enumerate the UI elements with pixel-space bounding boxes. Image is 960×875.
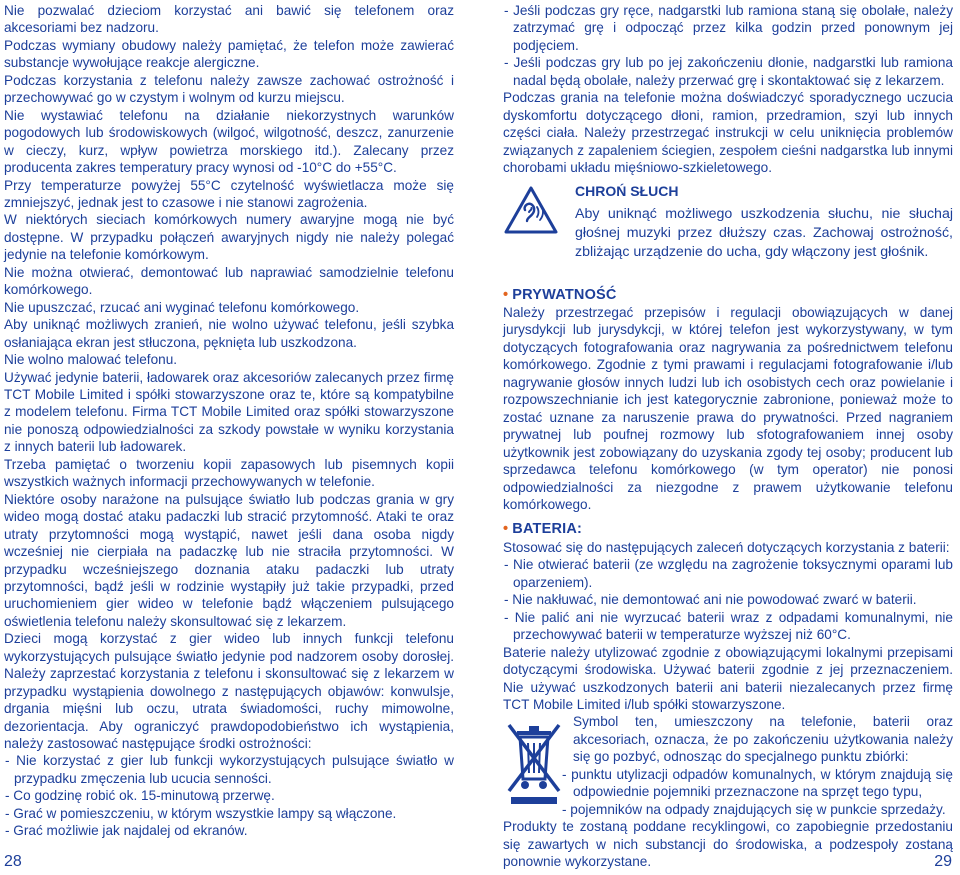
left-column xyxy=(4,2,454,852)
paragraph: Stosować się do następujących zaleceń dotyczących korzystania z baterii: xyxy=(503,539,950,555)
page-number-right: 29 xyxy=(934,853,952,870)
list-item: - Jeśli podczas gry lub po jej zakończeniu dłonie, nadgarstki lub ramiona nadal będą obolałe, należy przerwać grę i skontaktować się z lekarzem. xyxy=(504,55,953,88)
privacy-title: PRYWATNOŚĆ xyxy=(512,286,617,303)
paragraph: Podczas wymiany obudowy należy pamiętać, że telefon może zawierać substancje wywołujące reakcje alergiczne. xyxy=(4,37,454,71)
list-item: - Grać w pomieszczeniu, w którym wszystkie lampy są włączone. xyxy=(5,805,397,821)
disposal-section xyxy=(503,713,953,818)
list-item: - Jeśli podczas gry ręce, nadgarstki lub ramiona staną się obolałe, należy zatrzymać grę i odpocząć przez kilka godzin przed ponownym jej podjęciem. xyxy=(504,3,953,53)
page-number-left: 28 xyxy=(4,853,22,870)
list-item: - Nie palić ani nie wyrzucać baterii wraz z odpadami komunalnymi, nie przechowywać baterii w temperaturze wyższej niż 60°C. xyxy=(504,609,953,643)
paragraph: Nie wystawiać telefonu na działanie niekorzystnych warunków pogodowych lub środowiskowych (wilgoć, wilgotność, deszcz, zanurzenie w cieczy, kurz, wpływ powietrza morskiego itd.). Zalecany przez producenta zakres temperatury pracy wynosi od -10°C do +55°C. xyxy=(4,107,454,176)
paragraph: Trzeba pamiętać o tworzeniu kopii zapasowych lub pisemnych kopii wszystkich ważnych informacji przechowywanych w telefonie. xyxy=(4,456,454,490)
paragraph: Baterie należy utylizować zgodnie z obowiązującymi lokalnymi przepisami dotyczącymi środowiska. Używać baterii zgodnie z jej przeznaczeniem. Nie używać uszkodzonych baterii ani baterii niezalecanych przez firmę TCT Mobile Limited i/lub spółki stowarzyszone. xyxy=(503,644,953,712)
list-item: - Nie korzystać z gier lub funkcji wykorzystujących pulsujące światło w przypadku zmęczenia lub ucucia senności. xyxy=(5,753,454,786)
list-item: - Nie otwierać baterii (ze względu na zagrożenie toksycznymi oparami lub oparzeniem). xyxy=(504,557,953,590)
list-item: - Nie nakłuwać, nie demontować ani nie powodować zwarć w baterii. xyxy=(504,592,917,608)
bullet-icon: • xyxy=(503,521,509,538)
list-item: - pojemników na odpady znajdujących się w punkcie sprzedaży. xyxy=(562,801,946,817)
bullet-icon: • xyxy=(503,286,509,303)
crossed-out-bin-icon xyxy=(503,717,565,807)
paragraph: Symbol ten, umieszczony na telefonie, baterii oraz akcesoriach, oznacza, że po zakończeniu użytkowania należy się go pozbyć, odnosząc do specjalnego punktu zbiórki: xyxy=(573,714,953,765)
paragraph: W niektórych sieciach komórkowych numery awaryjne mogą nie być dostępne. W przypadku połączeń awaryjnych nigdy nie należy polegać jedynie na telefonie komórkowym. xyxy=(4,212,454,263)
battery-title: BATERIA: xyxy=(512,521,583,538)
list-item: - Co godzinę robić ok. 15-minutową przerwę. xyxy=(5,788,275,804)
privacy-heading xyxy=(503,287,953,304)
paragraph: Nie upuszczać, rzucać ani wyginać telefonu komórkowego. xyxy=(4,299,360,315)
paragraph: Produkty te zostaną poddane recyklingowi, co zapobiegnie przedostaniu się zawartych w nich substancji do środowiska, a podzespoły zostaną ponownie wykorzystane. xyxy=(503,819,953,870)
paragraph: Nie pozwalać dzieciom korzystać ani bawić się telefonem oraz akcesoriami bez nadzoru. xyxy=(4,3,454,36)
paragraph: Nie wolno malować telefonu. xyxy=(4,352,178,368)
paragraph: Podczas korzystania z telefonu należy zawsze zachować ostrożność i przechowywać go w czystym i wolnym od kurzu miejscu. xyxy=(4,72,454,106)
paragraph: Aby uniknąć możliwych zranień, nie wolno używać telefonu, jeśli szybka osłaniająca ekran jest stłuczona, pęknięta lub uszkodzona. xyxy=(4,317,454,350)
hearing-text: Aby uniknąć możliwego uszkodzenia słuchu, nie słuchaj głośnej muzyki przez dłuższy czas. Zachowaj ostrożność, zbliżając urządzenie do ucha, gdy włączony jest głośnik. xyxy=(575,205,953,260)
hearing-section xyxy=(503,183,953,279)
list-item: - punktu utylizacji odpadów komunalnych, w którym znajdują się odpowiednie pojemniki przeznaczone na sprzęt tego typu, xyxy=(562,766,953,800)
list-item: - Grać możliwie jak najdalej od ekranów. xyxy=(5,823,248,839)
hearing-warning-icon xyxy=(503,185,559,235)
paragraph: Podczas grania na telefonie można doświadczyć sporadycznego uczucia dyskomfortu dotyczącego dłoni, ramion, przedramion, szyi lub innych części ciała. Należy przestrzegać instrukcji w celu uniknięcia problemów związanych z zapaleniem ściegien, zespołem cieśni nadgarstka lub innymi chorobami układu mięśniowo-szkieletowego. xyxy=(503,90,953,176)
paragraph: Nie można otwierać, demontować lub naprawiać samodzielnie telefonu komórkowego. xyxy=(4,264,454,298)
paragraph: Używać jedynie baterii, ładowarek oraz akcesoriów zalecanych przez firmę TCT Mobile Limited i spółki stowarzyszone oraz te, które są kompatybilne z modelem telefonu. Firma TCT Mobile Limited oraz spółki stowarzyszone nie ponoszą odpowiedzialności za szkody powstałe w wyniku korzystania z innych baterii lub ładowarek. xyxy=(4,369,454,455)
paragraph: Należy przestrzegać przepisów i regulacji obowiązujących w danej jurysdykcji lub jurysdykcji, w której telefon jest wykorzystywany, w tym dotyczących fotografowania oraz nagrywania za pośrednictwem telefonu komórkowego. Zgodnie z tymi prawami i regulacjami fotografowanie i/lub nagrywanie głosów innych ludzi lub ich osobistych cech oraz powielanie i rozpowszechnianie ich jest kategorycznie zabronione, ponieważ może to zostać uznane za naruszenie prawa do prywatności. Przed nagraniem prywatnej lub poufnej rozmowy lub sfotografowaniem innej osoby użytkownik jest zobowiązany do uzyskania zgody tej osoby; producent lub sprzedawca telefonu komórkowego (w tym operator) nie ponosi odpowiedzialności za niezgodne z prawem użytkowanie telefonu komórkowego. xyxy=(503,304,953,512)
paragraph: Dzieci mogą korzystać z gier wideo lub innych funkcji telefonu wykorzystujących pulsujące światło jedynie pod nadzorem osoby dorosłej. Należy zaprzestać korzystania z telefonu i skonsultować się z lekarzem w przypadku wystąpienia dowolnego z następujących objawów: konwulsje, drgania mięśni lub oczu, utrata świadomości, ruchy mimowolne, dezorientacja. Aby ograniczyć prawdopodobieństwo ich wystąpienia, należy zastosować następujące środki ostrożności: xyxy=(4,631,454,752)
hearing-title: CHROŃ SŁUCH xyxy=(575,182,679,199)
paragraph: Przy temperaturze powyżej 55°C czytelność wyświetlacza może się zmniejszyć, jednak jest to czasowe i nie stanowi zagrożenia. xyxy=(4,177,454,210)
battery-heading xyxy=(503,521,953,538)
paragraph: Niektóre osoby narażone na pulsujące światło lub podczas grania w gry wideo mogą dostać ataku padaczki lub stracić przytomność. Ataki te oraz utraty przytomności mogą wystąpić, nawet jeśli dana osoba nigdy wcześniej nie cierpiała na padaczkę lub nie straciła przytomności. W przypadku wcześniejszego doznania ataku padaczki lub utraty przytomności, bądź jeśli w rodzinie wystąpiły już takie przypadki, przed uruchomieniem gier wideo w telefonie bądź włączeniem pulsującego oświetlenia telefonu należy skonsultować się z lekarzem. xyxy=(4,491,454,629)
